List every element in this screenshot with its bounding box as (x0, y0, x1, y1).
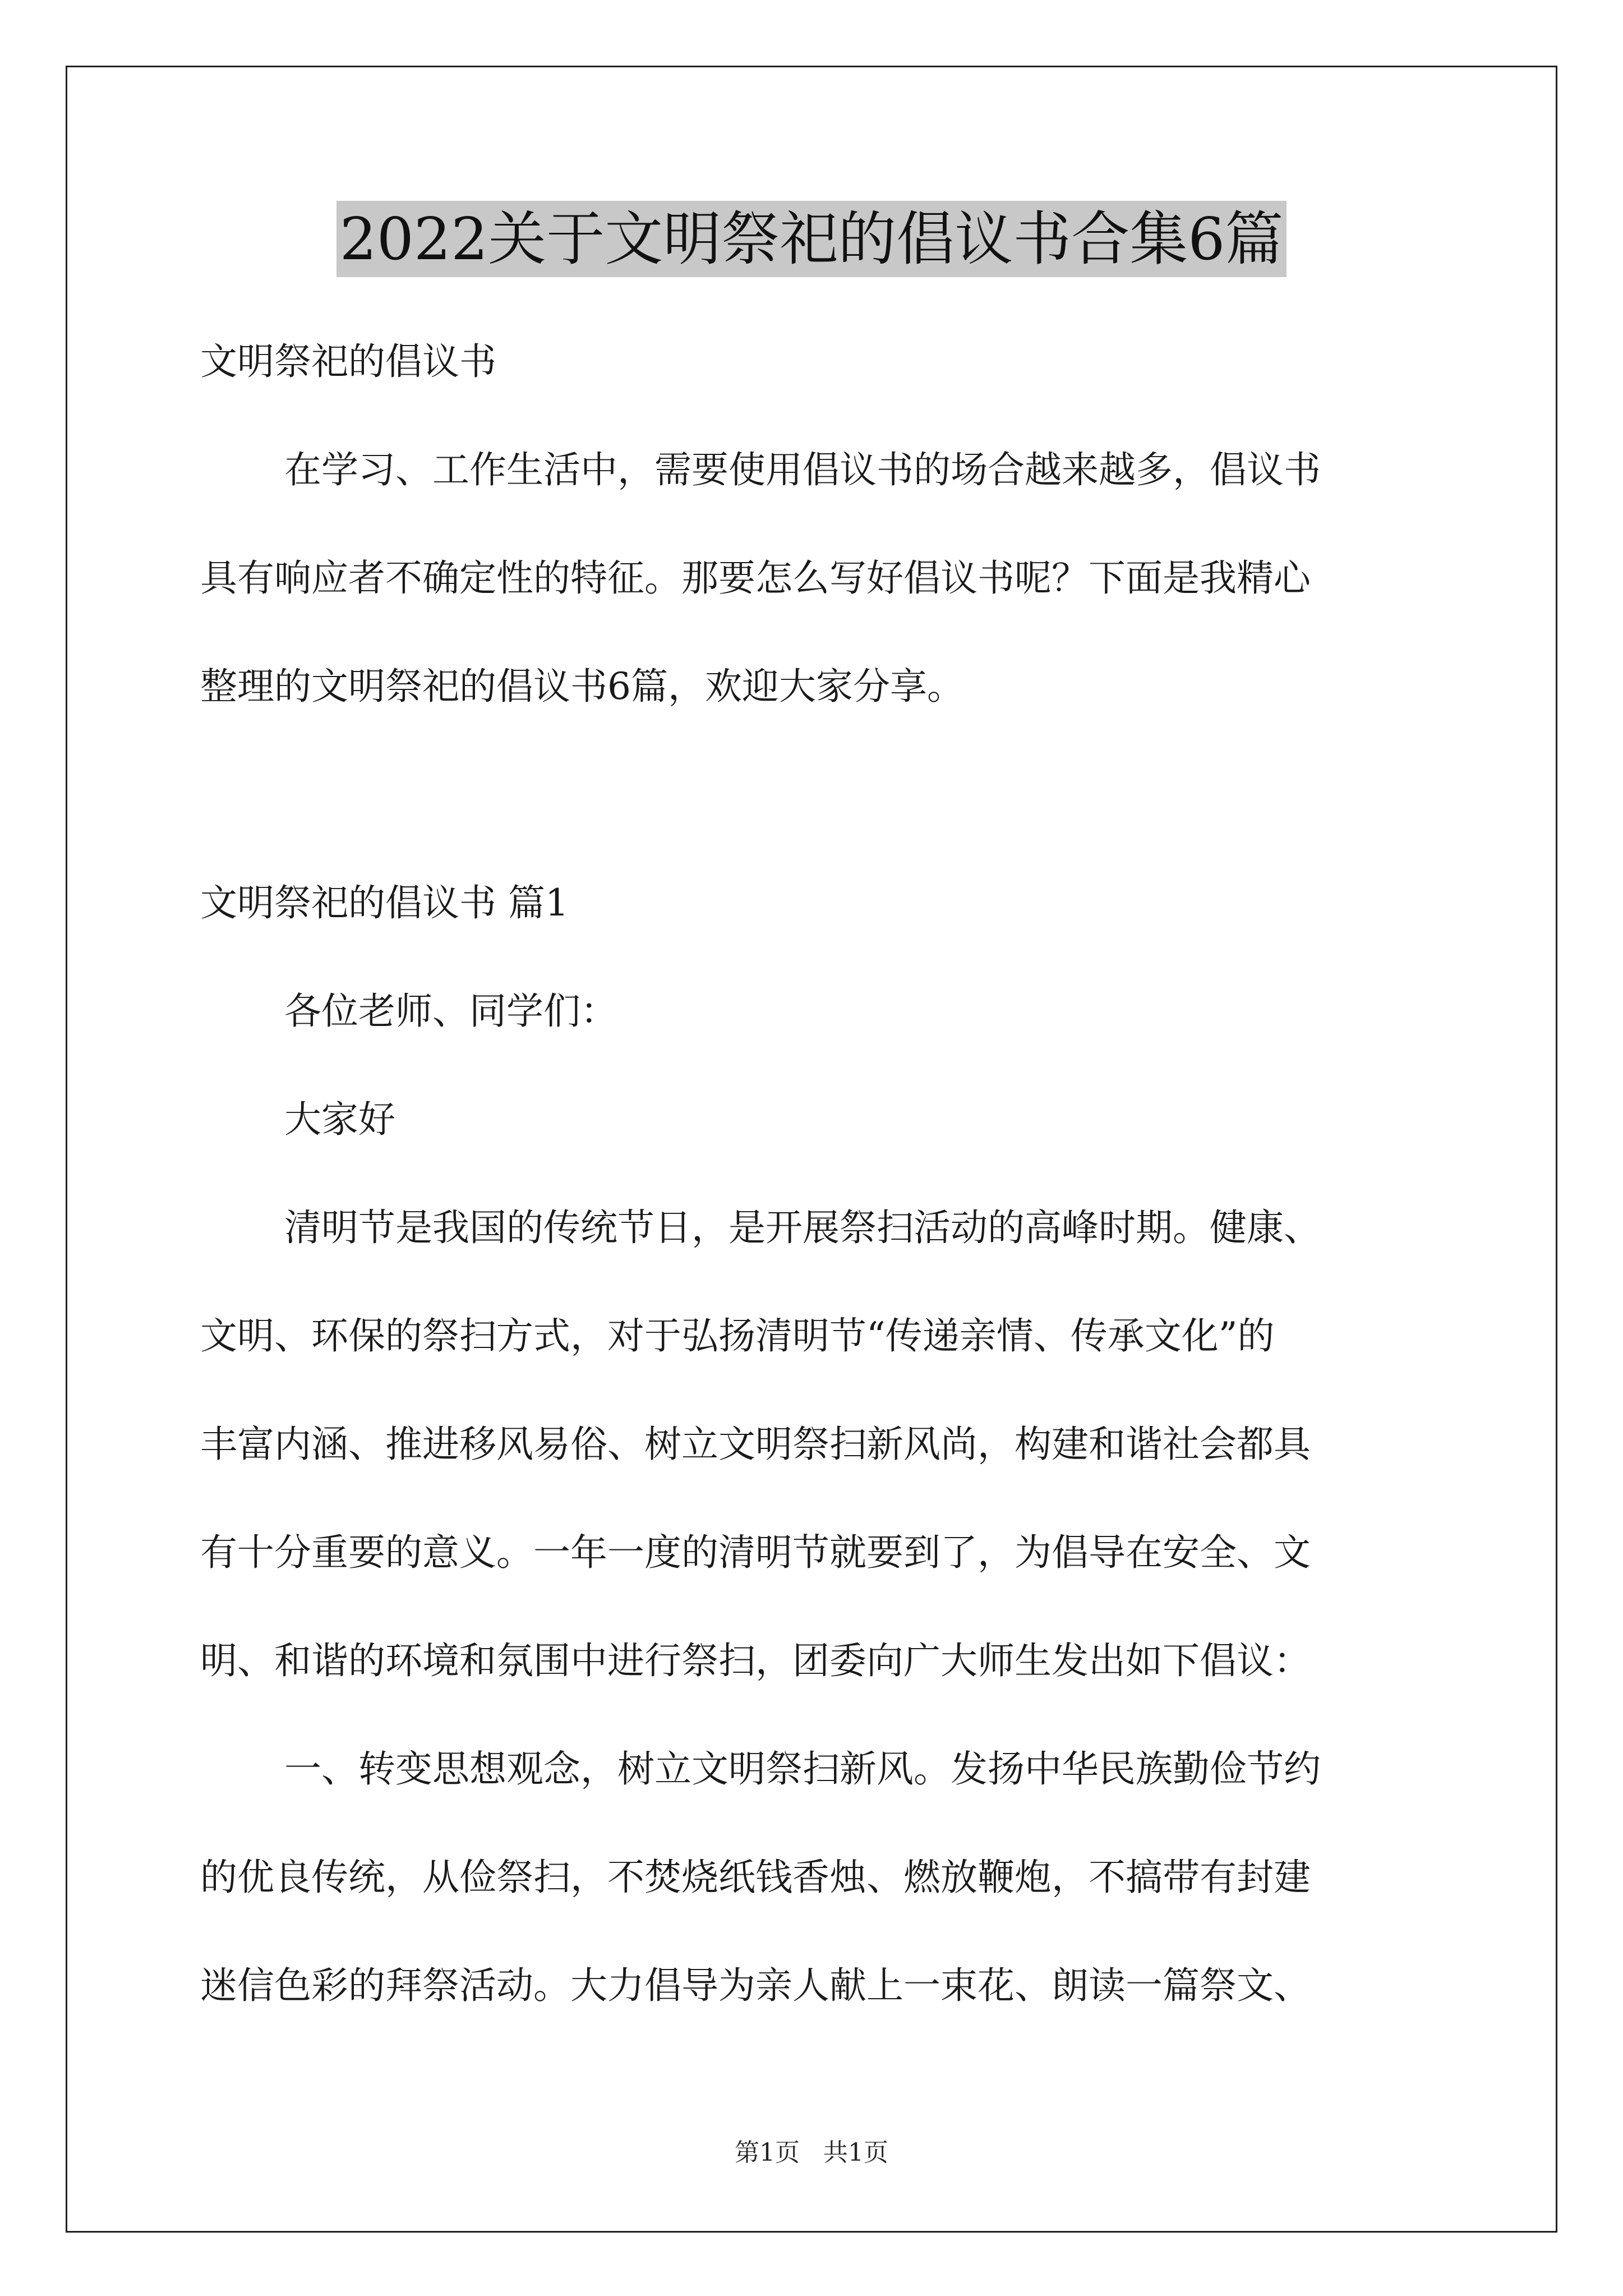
greeting: 大家好 (284, 1098, 395, 1141)
paragraph-line: 迷信色彩的拜祭活动。大力倡导为亲人献上一束花、朗读一篇祭文、 (200, 1964, 1311, 2007)
heading: 文明祭祀的倡议书 (200, 340, 496, 383)
salutation: 各位老师、同学们： (284, 990, 617, 1033)
paragraph-line: 丰富内涵、推进移风易俗、树立文明祭扫新风尚，构建和谐社会都具 (200, 1423, 1311, 1466)
paragraph-line: 的优良传统，从俭祭扫，不焚烧纸钱香烛、燃放鞭炮，不搞带有封建 (200, 1856, 1311, 1899)
intro-line: 在学习、工作生活中，需要使用倡议书的场合越来越多，倡议书 (284, 448, 1321, 491)
paragraph-line: 明、和谐的环境和氛围中进行祭扫，团委向广大师生发出如下倡议： (200, 1639, 1311, 1682)
page-footer: 第1页 共1页 (735, 2138, 888, 2167)
document-title: 2022关于文明祭祀的倡议书合集6篇 (336, 201, 1287, 277)
title-container (0, 201, 1623, 277)
paragraph-line: 一、转变思想观念，树立文明祭扫新风。发扬中华民族勤俭节约 (284, 1747, 1321, 1791)
intro-line: 具有响应者不确定性的特征。那要怎么写好倡议书呢？下面是我精心 (200, 556, 1311, 600)
paragraph-line: 文明、环保的祭扫方式，对于弘扬清明节“传递亲情、传承文化”的 (200, 1314, 1275, 1358)
paragraph-line: 有十分重要的意义。一年一度的清明节就要到了，为倡导在安全、文 (200, 1531, 1311, 1574)
section-heading: 文明祭祀的倡议书 篇1 (200, 881, 569, 924)
document-body (200, 307, 1434, 2040)
intro-line: 整理的文明祭祀的倡议书6篇，欢迎大家分享。 (200, 665, 964, 708)
spacer (200, 740, 1434, 849)
paragraph-line: 清明节是我国的传统节日，是开展祭扫活动的高峰时期。健康、 (284, 1206, 1321, 1249)
